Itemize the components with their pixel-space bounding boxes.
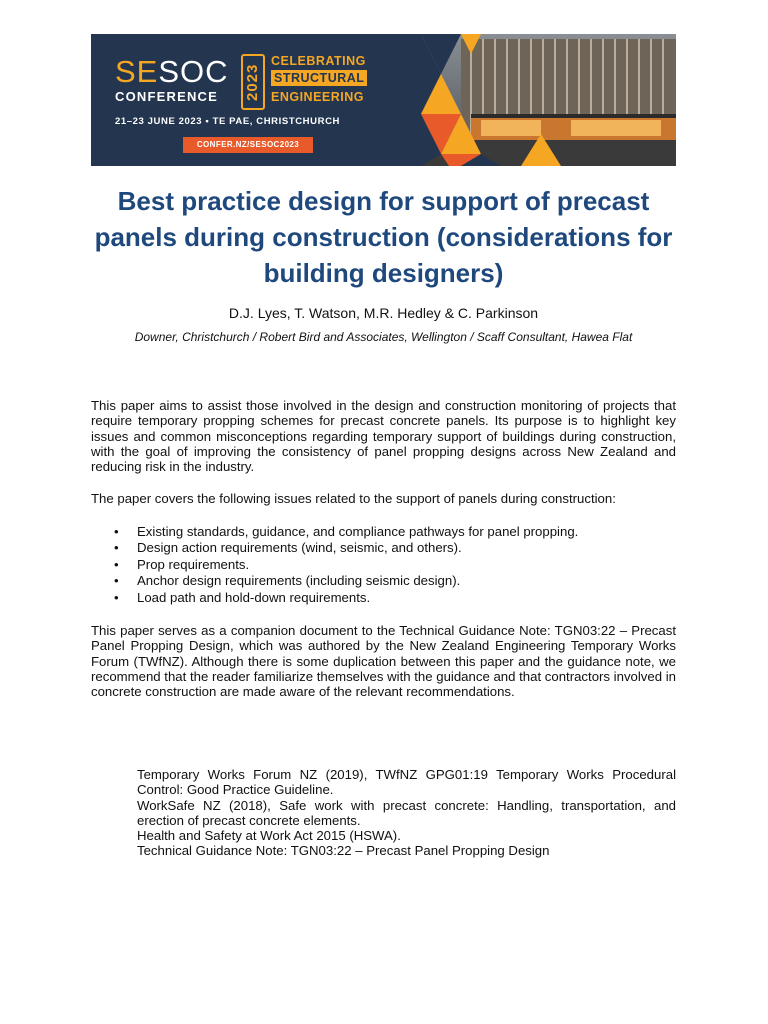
conference-banner — [91, 34, 676, 166]
bullet-icon: • — [114, 589, 119, 605]
list-item-text: Prop requirements. — [137, 556, 250, 572]
bullet-icon: • — [114, 540, 119, 556]
abstract-paragraph-2: The paper covers the following issues related to the support of panels during construction: — [91, 491, 616, 506]
list-item-text: Load path and hold-down requirements. — [137, 589, 371, 605]
event-dates: 21–23 JUNE 2023 • TE PAE, CHRISTCHURCH — [115, 116, 340, 127]
building-photo — [421, 34, 676, 166]
sesoc-logo — [115, 56, 229, 87]
conference-label: CONFERENCE — [115, 89, 219, 104]
reference-item: Temporary Works Forum NZ (2019), TWfNZ GPG01:19 Temporary Works Procedural Control: Good Practice Guideline. — [137, 767, 676, 798]
list-item-text: Design action requirements (wind, seismic, and others). — [137, 540, 462, 556]
logo-se: SE — [115, 54, 159, 89]
tagline-celebrating: CELEBRATING — [271, 54, 366, 68]
reference-list — [137, 767, 676, 859]
abstract-paragraph-1: This paper aims to assist those involved in the design and construction monitoring of projects that require temporary propping schemes for precast concrete panels. Its purpose is to highlight key issues and common misconceptions regarding temporary support of buildings during construction, with the goal of improving the consistency of panel propping designs across New Zealand and reducing risk in the industry. — [91, 398, 676, 475]
tagline-engineering: ENGINEERING — [271, 90, 365, 104]
list-item — [91, 524, 676, 540]
bullet-icon: • — [114, 573, 119, 589]
logo-soc: SOC — [158, 54, 229, 89]
list-item-text: Existing standards, guidance, and compliance pathways for panel propping. — [137, 524, 579, 539]
bullet-icon: • — [114, 524, 119, 539]
paper-authors: D.J. Lyes, T. Watson, M.R. Hedley & C. Parkinson — [228, 305, 539, 321]
list-item — [91, 557, 676, 573]
conference-url[interactable]: CONFER.NZ/SESOC2023 — [183, 137, 313, 153]
reference-item: Health and Safety at Work Act 2015 (HSWA). — [137, 828, 401, 844]
year-badge: 2023 — [241, 54, 265, 110]
list-item — [91, 573, 676, 589]
bullet-icon: • — [114, 556, 119, 572]
reference-item: WorkSafe NZ (2018), Safe work with precast concrete: Handling, transportation, and erection of precast concrete elements. — [137, 797, 676, 828]
tagline-structural: STRUCTURAL — [271, 70, 367, 86]
list-item-text: Anchor design requirements (including seismic design). — [137, 573, 461, 589]
issues-list — [91, 524, 676, 606]
reference-item: Technical Guidance Note: TGN03:22 – Precast Panel Propping Design — [137, 843, 550, 859]
list-item — [91, 590, 676, 606]
paper-title: Best practice design for support of precast panels during construction (considerations for building designers) — [94, 186, 673, 288]
paper-affiliations: Downer, Christchurch / Robert Bird and Associates, Wellington / Scaff Consultant, Hawea Flat — [134, 330, 633, 344]
list-item — [91, 540, 676, 556]
abstract-paragraph-3: This paper serves as a companion document to the Technical Guidance Note: TGN03:22 – Precast Panel Propping Design, which was authored by the New Zealand Engineering Temporary Works Forum (TWfNZ). Although there is some duplication between this paper and the guidance note, we recommend that the reader familiarize themselves with the guidance and that contractors involved in concrete construction are made aware of the relevant recommendations. — [91, 623, 676, 700]
